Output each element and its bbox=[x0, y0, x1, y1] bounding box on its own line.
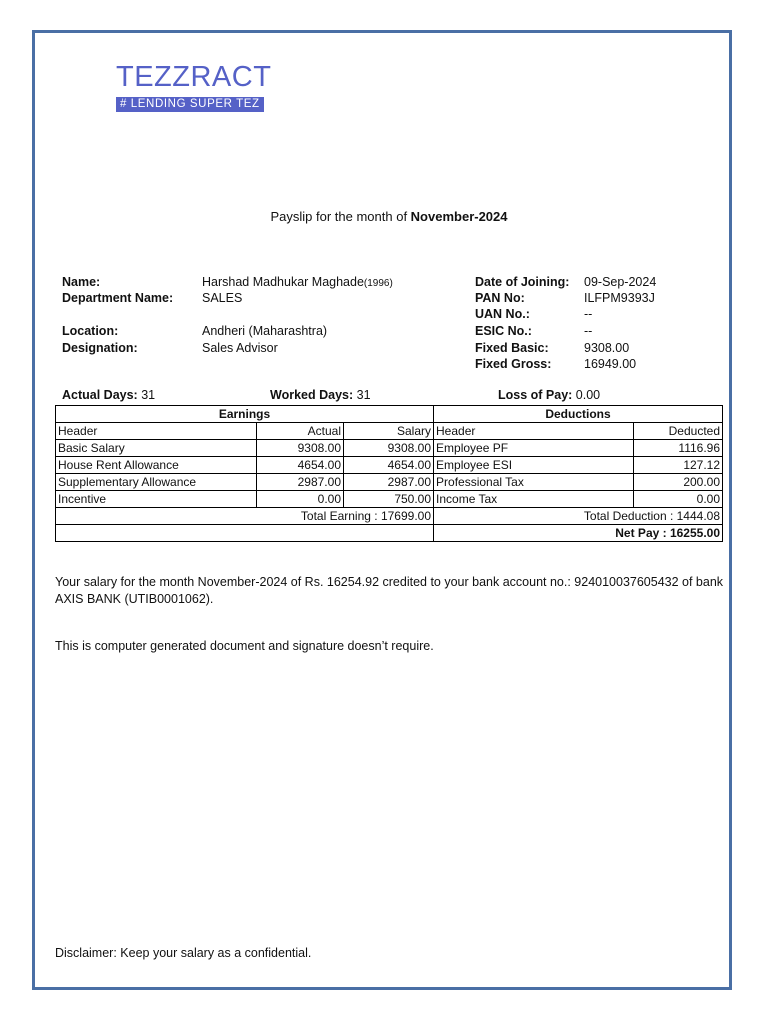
uan-label: UAN No.: bbox=[475, 307, 530, 321]
deduction-name: Income Tax bbox=[434, 491, 634, 508]
earning-salary: 4654.00 bbox=[344, 457, 434, 474]
payslip-table bbox=[55, 405, 723, 542]
employee-name-value: Harshad Madhukar Maghade bbox=[202, 275, 364, 289]
gross-value: 16949.00 bbox=[584, 357, 637, 371]
esic-value: -- bbox=[584, 324, 593, 338]
col-actual: Actual bbox=[257, 423, 344, 440]
designation-value: Sales Advisor bbox=[202, 341, 278, 355]
table-row bbox=[56, 440, 723, 457]
worked-days-value: 31 bbox=[353, 388, 371, 402]
col-earn-header: Header bbox=[56, 423, 257, 440]
column-header-row bbox=[56, 423, 723, 440]
logo-tagline: # LENDING SUPER TEZ bbox=[116, 97, 264, 112]
deductions-title: Deductions bbox=[434, 406, 723, 423]
earning-name: House Rent Allowance bbox=[56, 457, 257, 474]
loss-of-pay bbox=[498, 388, 600, 402]
earning-name: Supplementary Allowance bbox=[56, 474, 257, 491]
deduction-amount: 127.12 bbox=[634, 457, 723, 474]
earnings-title: Earnings bbox=[56, 406, 434, 423]
net-pay-blank bbox=[56, 525, 434, 542]
total-deduction: Total Deduction : 1444.08 bbox=[434, 508, 723, 525]
pan-value: ILFPM9393J bbox=[584, 291, 655, 305]
table-row bbox=[56, 457, 723, 474]
designation-label: Designation: bbox=[62, 341, 138, 355]
net-pay: Net Pay : 16255.00 bbox=[434, 525, 723, 542]
worked-days-label: Worked Days: bbox=[270, 388, 354, 402]
earning-actual: 0.00 bbox=[257, 491, 344, 508]
actual-days-value: 31 bbox=[137, 388, 156, 402]
earning-name: Incentive bbox=[56, 491, 257, 508]
title-month: November-2024 bbox=[410, 209, 508, 224]
payslip-title bbox=[0, 209, 768, 224]
col-salary: Salary bbox=[344, 423, 434, 440]
disclaimer: Disclaimer: Keep your salary as a confidential. bbox=[55, 946, 312, 960]
doj-value: 09-Sep-2024 bbox=[584, 275, 657, 289]
esic-label: ESIC No.: bbox=[475, 324, 532, 338]
total-earning: Total Earning : 17699.00 bbox=[56, 508, 434, 525]
actual-days bbox=[62, 388, 155, 402]
totals-row bbox=[56, 508, 723, 525]
basic-value: 9308.00 bbox=[584, 341, 630, 355]
earning-actual: 2987.00 bbox=[257, 474, 344, 491]
employee-name-suffix: (1996) bbox=[363, 278, 393, 289]
deduction-amount: 1116.96 bbox=[634, 440, 723, 457]
gross-label: Fixed Gross: bbox=[475, 357, 552, 371]
title-prefix: Payslip for the month of bbox=[270, 209, 411, 224]
dept-value: SALES bbox=[202, 291, 243, 305]
salary-credit-note: Your salary for the month November-2024 of Rs. 16254.92 credited to your bank account no.: 924010037605432 of bank AXIS BANK (UTIB0001062). bbox=[55, 575, 724, 606]
doj-label: Date of Joining: bbox=[475, 275, 570, 289]
deduction-amount: 0.00 bbox=[634, 491, 723, 508]
earning-actual: 4654.00 bbox=[257, 457, 344, 474]
location-label: Location: bbox=[62, 324, 119, 338]
deduction-amount: 200.00 bbox=[634, 474, 723, 491]
deduction-name: Professional Tax bbox=[434, 474, 634, 491]
lop-label: Loss of Pay: bbox=[498, 388, 573, 402]
table-row bbox=[56, 491, 723, 508]
location-value: Andheri (Maharashtra) bbox=[202, 324, 328, 338]
section-header-row bbox=[56, 406, 723, 423]
deduction-name: Employee PF bbox=[434, 440, 634, 457]
table-row bbox=[56, 474, 723, 491]
logo-name: TEZZRACT bbox=[116, 61, 272, 93]
lop-value: 0.00 bbox=[572, 388, 601, 402]
col-ded-header: Header bbox=[434, 423, 634, 440]
uan-value: -- bbox=[584, 307, 593, 321]
pan-label: PAN No: bbox=[475, 291, 525, 305]
computer-generated-note: This is computer generated document and signature doesn’t require. bbox=[55, 639, 434, 653]
earning-actual: 9308.00 bbox=[257, 440, 344, 457]
dept-label: Department Name: bbox=[62, 291, 174, 305]
basic-label: Fixed Basic: bbox=[475, 341, 549, 355]
deduction-name: Employee ESI bbox=[434, 457, 634, 474]
earning-salary: 750.00 bbox=[344, 491, 434, 508]
actual-days-label: Actual Days: bbox=[62, 388, 138, 402]
earning-salary: 2987.00 bbox=[344, 474, 434, 491]
net-pay-row bbox=[56, 525, 723, 542]
earning-salary: 9308.00 bbox=[344, 440, 434, 457]
name-label: Name: bbox=[62, 275, 101, 289]
earning-name: Basic Salary bbox=[56, 440, 257, 457]
worked-days bbox=[270, 388, 371, 402]
company-logo bbox=[116, 60, 286, 112]
col-deducted: Deducted bbox=[634, 423, 723, 440]
